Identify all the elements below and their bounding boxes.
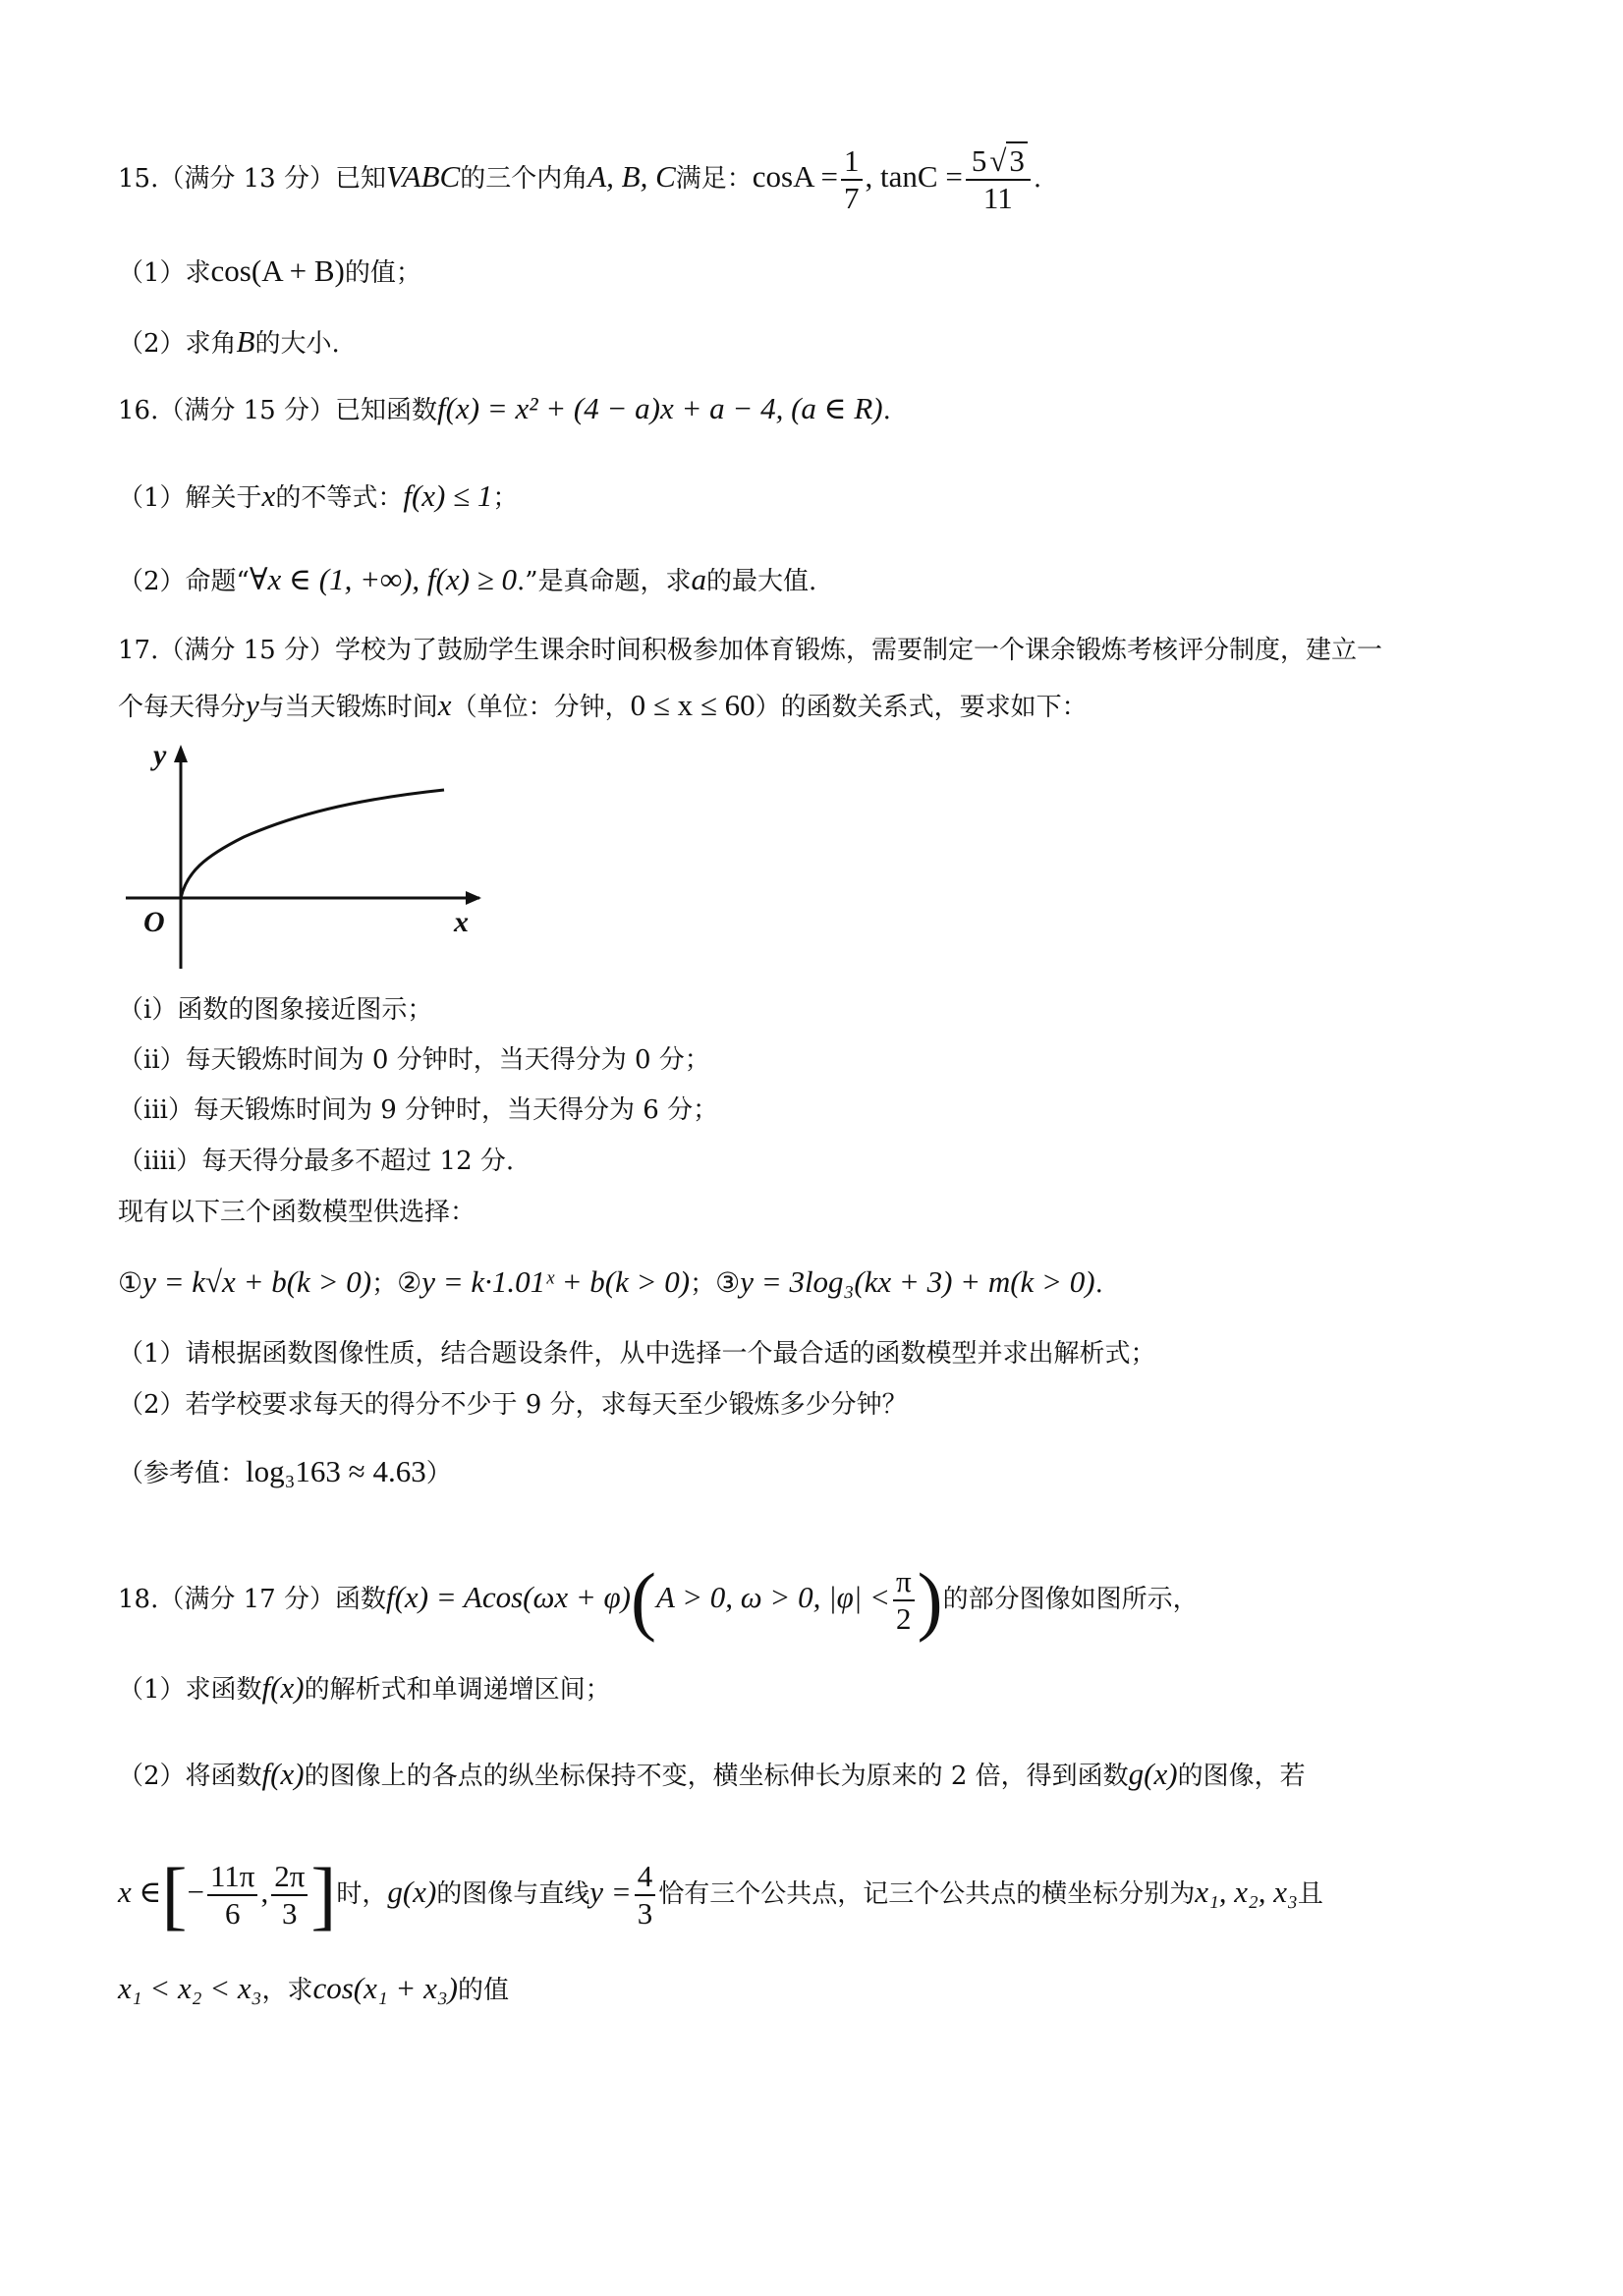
q15-part2: （2）求角B的大小. (118, 324, 340, 359)
q15-stem: 15.（满分 13 分）已知VABC的三个内角A, B, C满足：cosA = $\frac{1}{7}$ , tanC = $\frac{5√3}{11}$ . (118, 143, 1042, 215)
model-2-marker: ② (397, 1266, 422, 1299)
fraction-tan-value: $\frac{5√3}{11}$ (966, 143, 1031, 216)
y-axis-arrow (174, 745, 188, 762)
q16-part2: （2）命题“∀x ∈ (1, +∞), f(x) ≥ 0.”是真命题，求a的最大值. (118, 562, 817, 596)
q17-reference: （参考值：log₃163 ≈ 4.63） (118, 1454, 452, 1488)
function-definition: f(x) = x² + (4 − a)x + a − 4, (a ∈ R) (437, 391, 883, 425)
tan-expression: , tanC = (865, 159, 963, 194)
q18-score: （满分 17 分） (158, 1585, 335, 1614)
time-range: 0 ≤ x ≤ 60 (630, 688, 756, 722)
fraction-one-seventh: $\frac{1}{7}$ (841, 143, 863, 216)
q16-number: 16. (118, 396, 159, 425)
q16-score: （满分 15 分） (158, 396, 335, 425)
q18-stem: 18.（满分 17 分）函数f(x) = Acos(ωx + φ)(A > 0, ω > 0, |φ| < $\frac{\pi}{2}$ )的部分图像如图所示， (118, 1557, 1199, 1643)
function-sketch-graph (116, 735, 489, 979)
q16-stem: 16.（满分 15 分）已知函数f(x) = x² + (4 − a)x + a − 4, (a ∈ R). (118, 391, 891, 425)
q15-score: （满分 13 分） (158, 164, 335, 194)
x-axis-arrow (466, 891, 481, 905)
q17-requirement-4: （iiii）每天得分最多不超过 12 分. (118, 1147, 515, 1176)
model-3-marker: ③ (715, 1266, 741, 1299)
fraction-four-thirds: $\frac{4}{3}$ (635, 1859, 656, 1932)
q18-part2-line1: （2）将函数f(x)的图像上的各点的纵坐标保持不变，横坐标伸长为原来的 2 倍，得到函数g(x)的图像，若 (118, 1757, 1306, 1791)
function-definition: f(x) = Acos(ωx + φ) (386, 1580, 631, 1614)
q18-part2-line3: x₁ < x₂ < x₃，求cos(x₁ + x₃)的值 (118, 1971, 509, 2005)
q17-part1: （1）请根据函数图像性质，结合题设条件，从中选择一个最合适的函数模型并求出解析式； (118, 1339, 1156, 1369)
interval-left-bound: $\frac{11\pi}{6}$ (207, 1859, 258, 1932)
model-2: y = k·1.01ˣ + b(k > 0) (421, 1264, 691, 1299)
model-1-marker: ① (118, 1266, 143, 1299)
q15-part1: （1）求cos(A + B)的值； (118, 253, 421, 288)
interval-right-bound: $\frac{2\pi}{3}$ (271, 1859, 308, 1932)
cos-expression: cosA = (752, 159, 839, 194)
q18-number: 18. (118, 1585, 159, 1614)
q17-requirement-2: （ii）每天锻炼时间为 0 分钟时，当天得分为 0 分； (118, 1045, 710, 1075)
cos-sum-expression: cos(A + B) (210, 253, 345, 288)
triangle-name: VABC (386, 159, 461, 194)
inequality: f(x) ≤ 1 (403, 478, 493, 513)
q15-number: 15. (118, 164, 159, 194)
q17-requirement-1: （i）函数的图象接近图示； (118, 995, 433, 1025)
q17-stem-line2: 个每天得分y与当天锻炼时间x（单位：分钟，0 ≤ x ≤ 60）的函数关系式，要求如下： (118, 688, 1088, 722)
q17-models-intro: 现有以下三个函数模型供选择： (118, 1198, 476, 1227)
x-axis-label: x (454, 906, 469, 938)
proposition: ∀x ∈ (1, +∞), f(x) ≥ 0 (249, 562, 517, 596)
y-axis-label: y (153, 739, 167, 771)
q17-stem-line1: 17.（满分 15 分）学校为了鼓励学生课余时间积极参加体育锻炼，需要制定一个课余锻炼考核评分制度，建立一 (118, 636, 1382, 665)
q18-part2-line2: x ∈[− $\frac{11\pi}{6}$ , $\frac{2\pi}{3}$ ]时，g(x)的图像与直线y = $\frac{4}{3}$ 恰有三个公共点，记三个公共点的横坐标分别为x₁, x₂, x₃且 (118, 1852, 1323, 1937)
q17-requirement-3: （iii）每天锻炼时间为 9 分钟时，当天得分为 6 分； (118, 1095, 719, 1125)
fraction-pi-over-2: $\frac{\pi}{2}$ (893, 1564, 915, 1637)
model-3: y = 3log₃(kx + 3) + m(k > 0) (740, 1264, 1095, 1299)
model-1: y = k√x + b(k > 0) (142, 1264, 372, 1299)
q17-part2: （2）若学校要求每天的得分不少于 9 分，求每天至少锻炼多少分钟？ (118, 1390, 908, 1420)
origin-label: O (143, 906, 165, 938)
q17-models: ①y = k√x + b(k > 0)；②y = k·1.01ˣ + b(k > 0)；③y = 3log₃(kx + 3) + m(k > 0). (118, 1264, 1103, 1299)
q18-part1: （1）求函数f(x)的解析式和单调递增区间； (118, 1670, 611, 1705)
reference-value: log₃163 ≈ 4.63 (246, 1454, 426, 1488)
parameter-conditions: A > 0, ω > 0, |φ| < (655, 1580, 890, 1614)
function-curve (181, 790, 444, 898)
q16-part1: （1）解关于x的不等式：f(x) ≤ 1； (118, 478, 519, 513)
q17-number: 17. (118, 636, 159, 665)
q17-score: （满分 15 分） (158, 636, 335, 665)
